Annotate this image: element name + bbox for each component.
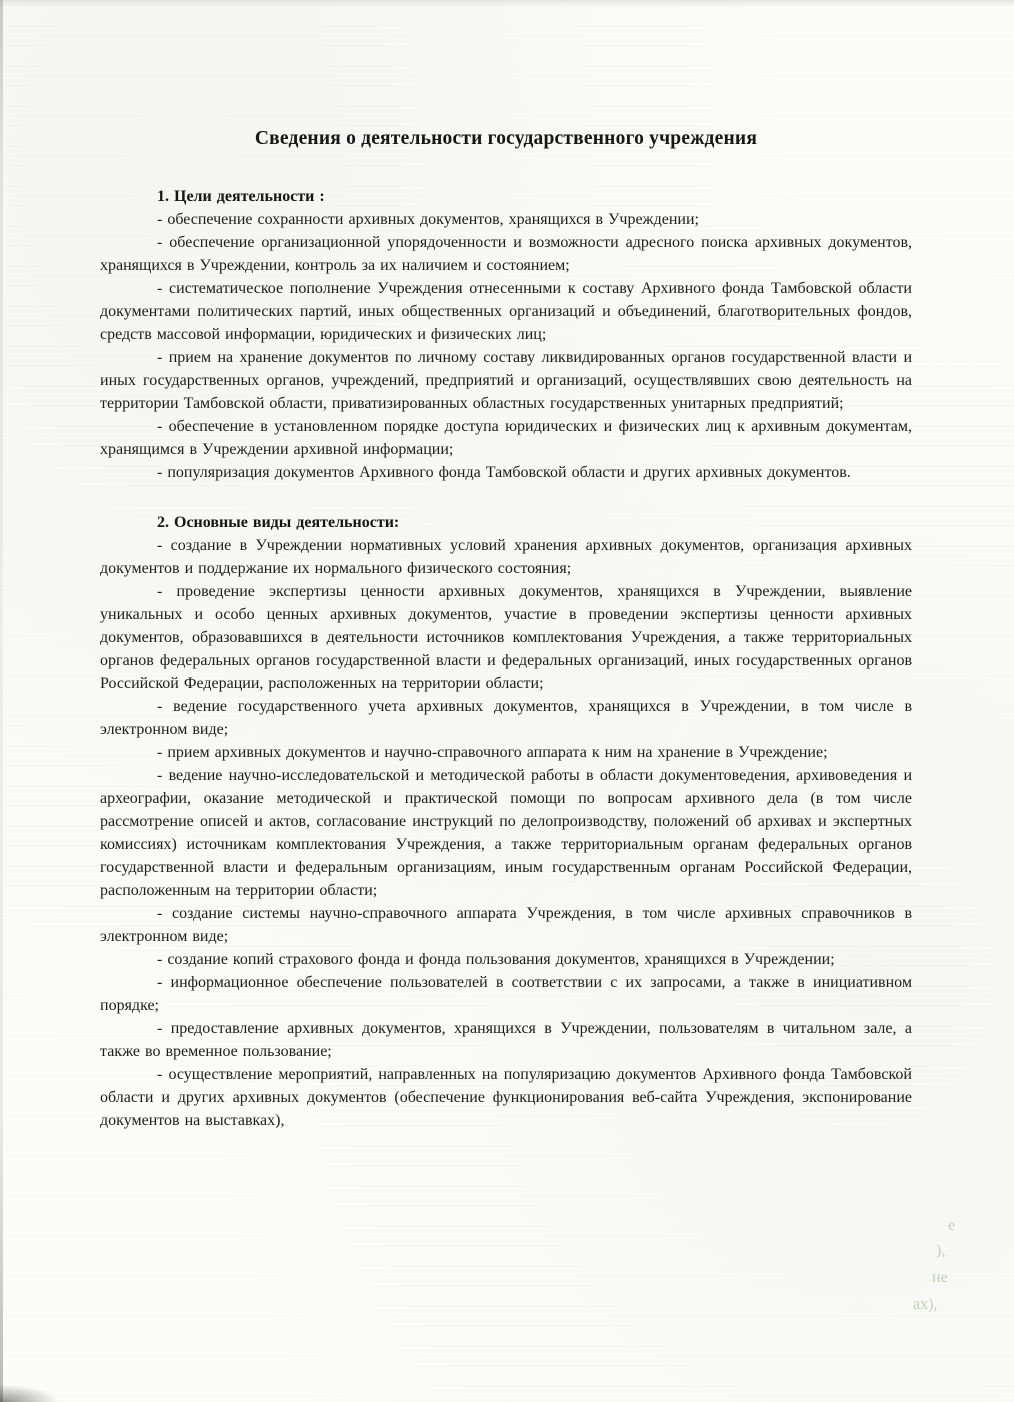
document-body xyxy=(100,126,912,1132)
list-item: - создание в Учреждении нормативных условий хранения архивных документов, организация архивных документов и поддержание их нормального физического состояния; xyxy=(100,537,912,577)
ghost-text-fragment: не xyxy=(932,1269,948,1286)
scan-left-edge-shadow xyxy=(0,0,3,1402)
ghost-text-fragment: е xyxy=(948,1217,956,1234)
list-item: - ведение научно-исследовательской и методической работы в области документоведения, архивоведения и археографии, оказание методической и практической помощи по вопросам архивного дела (в том числе рассмотрение описей и актов, согласование инструкций по делопроизводству, положений об архивах и экспертных комиссиях) источникам комплектования Учреждения, а также территориальным органам федеральных органов государственной власти и федеральным организациям, иным государственным органам Российской Федерации, расположенным на территории области; xyxy=(100,767,912,899)
list-item: - проведение экспертизы ценности архивных документов, хранящихся в Учреждении, выявление уникальных и особо ценных архивных документов, участие в проведении экспертизы ценности архивных документов, образовавшихся в деятельности источников комплектования Учреждения, а также территориальных органов федеральных органов государственной власти и федеральных организаций, иных государственных органов Российской Федерации, расположенных на территории области; xyxy=(100,583,912,692)
list-item: - создание системы научно-справочного аппарата Учреждения, в том числе архивных справочников в электронном виде; xyxy=(100,905,912,945)
list-item: - систематическое пополнение Учреждения отнесенными к составу Архивного фонда Тамбовской области документами политических партий, иных общественных организаций и объединений, благотворительных фондов, средств массовой информации, юридических и физических лиц; xyxy=(100,280,912,343)
list-item: - прием архивных документов и научно-справочного аппарата к ним на хранение в Учреждение; xyxy=(157,744,828,761)
list-item: - прием на хранение документов по личному составу ликвидированных органов государственной власти и иных государственных органов, учреждений, предприятий и организаций, осуществлявших свою деятельность на территории Тамбовской области, приватизированных областных государственных унитарных предприятий; xyxy=(100,349,912,412)
section-2-items xyxy=(100,534,912,1132)
list-item: - осуществление мероприятий, направленных на популяризацию документов Архивного фонда Тамбовской области и других архивных документов (обеспечение функционирования веб-сайта Учреждения, экспонирование документов на выставках), xyxy=(100,1066,912,1129)
document-title: Сведения о деятельности государственного учреждения xyxy=(254,128,758,149)
ghost-text-fragment: ах), xyxy=(913,1296,938,1313)
list-item: - создание копий страхового фонда и фонда пользования документов, хранящихся в Учреждении; xyxy=(157,951,835,968)
list-item: - ведение государственного учета архивных документов, хранящихся в Учреждении, в том числе в электронном виде; xyxy=(100,698,912,738)
list-item: - информационное обеспечение пользователей в соответствии с их запросами, а также в инициативном порядке; xyxy=(100,974,912,1014)
section-activities xyxy=(100,511,912,1132)
section-1-items xyxy=(100,208,912,484)
scan-corner-smudge xyxy=(0,1385,58,1402)
list-item: - обеспечение сохранности архивных документов, хранящихся в Учреждении; xyxy=(157,211,699,228)
list-item: - предоставление архивных документов, хранящихся в Учреждении, пользователям в читальном зале, а также во временное пользование; xyxy=(100,1020,912,1060)
section-1-heading: 1. Цели деятельности : xyxy=(157,188,325,205)
scan-top-edge-shadow xyxy=(0,0,1014,7)
list-item: - обеспечение в установленном порядке доступа юридических и физических лиц к архивным документам, хранящимся в Учреждении архивной информации; xyxy=(100,418,912,458)
list-item: - обеспечение организационной упорядоченности и возможности адресного поиска архивных документов, хранящихся в Учреждении, контроль за их наличием и состоянием; xyxy=(100,234,912,274)
section-goals xyxy=(100,185,912,484)
ghost-text-fragment: ), xyxy=(936,1242,946,1259)
list-item: - популяризация документов Архивного фонда Тамбовской области и других архивных документов. xyxy=(157,464,851,481)
section-2-heading: 2. Основные виды деятельности: xyxy=(157,514,400,531)
